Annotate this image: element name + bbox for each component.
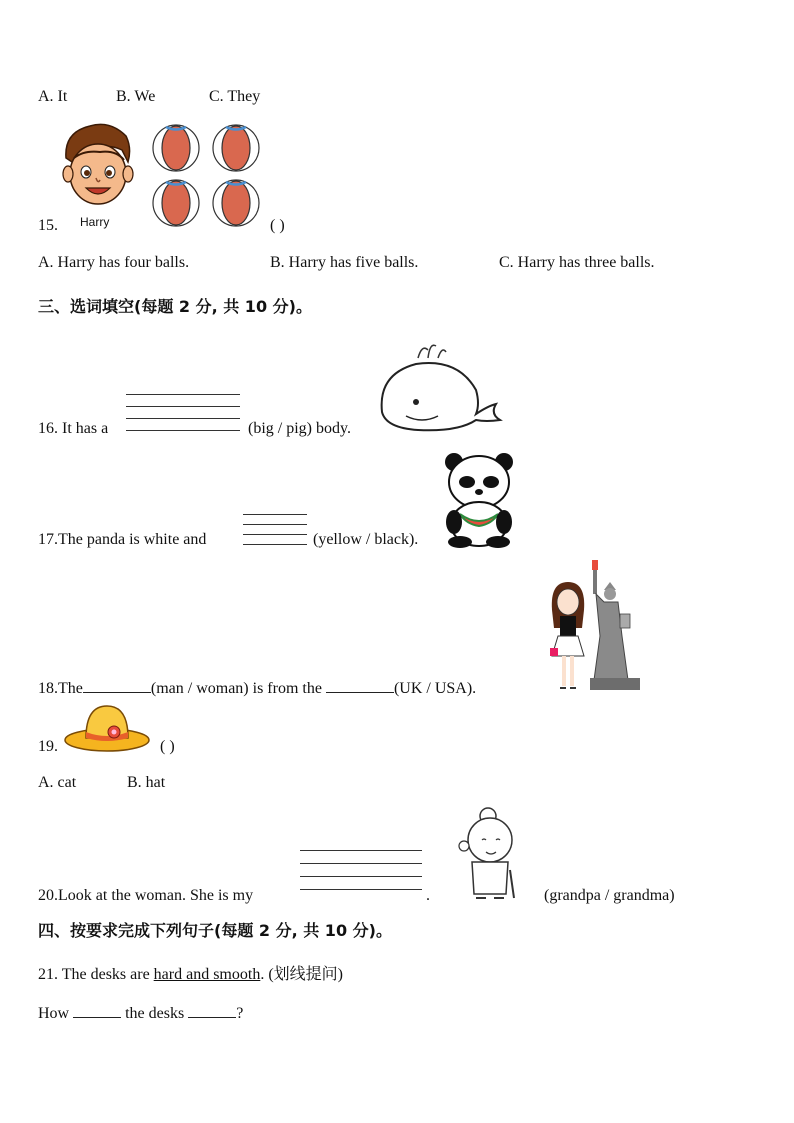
statue-of-liberty-illustration (588, 556, 642, 692)
answer-lines-16[interactable] (126, 394, 240, 434)
option-a-19: A. cat (38, 774, 77, 791)
question-16-text: 16. It has a (38, 420, 109, 437)
panda-illustration (442, 452, 516, 548)
answer-lines-17[interactable] (243, 514, 307, 546)
question-21-answer (38, 1003, 243, 1023)
answer-21-how: How (38, 1005, 70, 1022)
question-21-prefix: 21. The desks are (38, 966, 154, 983)
question-18-mid: (man / woman) is from the (150, 680, 322, 697)
section-4-heading: 四、按要求完成下列句子(每题 2 分, 共 10 分)。 (38, 921, 392, 940)
question-20-text: 20.Look at the woman. She is my (38, 887, 254, 904)
blank-18b[interactable] (326, 678, 394, 693)
option-a-15: A. Harry has four balls. (38, 254, 190, 271)
answer-paren-19[interactable]: ( ) (160, 738, 175, 755)
grandma-illustration (456, 806, 526, 900)
question-16-choices: (big / pig) body. (248, 420, 351, 437)
blank-21a[interactable] (73, 1003, 121, 1018)
blank-21b[interactable] (188, 1003, 236, 1018)
option-c: C. They (209, 88, 261, 105)
option-b-19: B. hat (127, 774, 166, 791)
question-21-suffix: . (划线提问) (260, 966, 343, 983)
answer-paren-15[interactable]: ( ) (270, 217, 285, 234)
question-number-19: 19. (38, 738, 58, 755)
hat-illustration (64, 702, 150, 752)
boy-illustration (60, 122, 135, 212)
answer-lines-20[interactable] (300, 850, 422, 892)
question-number-15: 15. (38, 217, 58, 234)
question-20-period: . (426, 887, 430, 904)
question-21-underlined: hard and smooth (153, 966, 261, 983)
question-20-choices: (grandpa / grandma) (544, 887, 675, 904)
option-b-15: B. Harry has five balls. (270, 254, 419, 271)
question-17-choices: (yellow / black). (313, 531, 419, 548)
section-3-heading: 三、选词填空(每题 2 分, 共 10 分)。 (38, 297, 312, 316)
harry-caption: Harry (80, 215, 110, 229)
girl-illustration (548, 580, 588, 692)
question-18-prefix: 18.The (38, 680, 83, 697)
question-18-end: (UK / USA). (393, 680, 477, 697)
balls-illustration (152, 124, 262, 228)
blank-18a[interactable] (83, 678, 151, 693)
question-17-text: 17.The panda is white and (38, 531, 207, 548)
answer-21-end: ? (236, 1005, 244, 1022)
answer-21-mid: the desks (125, 1005, 185, 1022)
question-18-text (38, 678, 476, 698)
option-b: B. We (116, 88, 156, 105)
whale-illustration (378, 340, 504, 434)
question-21-text (38, 961, 343, 984)
option-c-15: C. Harry has three balls. (499, 254, 655, 271)
option-a: A. It (38, 88, 68, 105)
